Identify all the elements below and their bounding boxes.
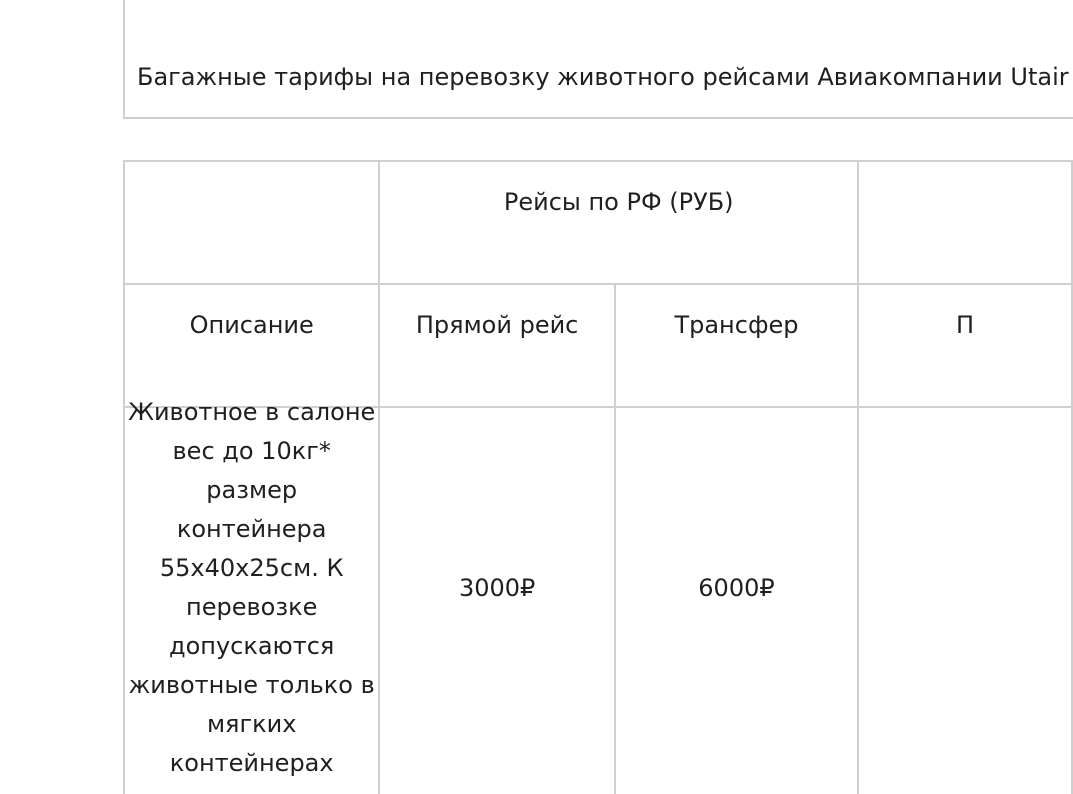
description-line: вес до 10кг* размер bbox=[172, 437, 331, 504]
description-line: животные только в bbox=[128, 671, 375, 699]
description-header-label: Описание bbox=[189, 311, 314, 339]
description-line: перевозке bbox=[186, 593, 318, 621]
empty-header-cell bbox=[124, 161, 379, 284]
description-line: Животное в салоне bbox=[128, 398, 376, 426]
direct-flight-header-label: Прямой рейс bbox=[415, 311, 579, 339]
table-caption bbox=[123, 0, 1073, 119]
description-line: контейнера bbox=[176, 515, 327, 543]
direct-flight-header bbox=[379, 284, 614, 407]
domestic-flights-header bbox=[379, 161, 858, 284]
domestic-flights-label: Рейсы по РФ (РУБ) bbox=[503, 188, 734, 216]
group-header-row bbox=[124, 161, 1072, 284]
description-line: мягких контейнерах bbox=[169, 710, 334, 777]
table-row bbox=[124, 407, 1072, 794]
next-column-header bbox=[858, 284, 1072, 407]
transfer-header-label: Трансфер bbox=[674, 311, 799, 339]
transfer-header bbox=[615, 284, 858, 407]
description-line: 55х40х25см. К bbox=[159, 554, 344, 582]
transfer-price: 6000₽ bbox=[698, 573, 775, 602]
direct-flight-price: 3000₽ bbox=[458, 573, 536, 602]
next-column-header-label: П bbox=[956, 311, 975, 339]
description-line: допускаются bbox=[168, 632, 335, 660]
column-header-row bbox=[124, 284, 1072, 407]
caption-text: Багажные тарифы на перевозку животного рейсами Авиакомпании Utair bbox=[137, 63, 1069, 91]
next-group-header bbox=[858, 161, 1072, 284]
pet-in-cabin-description bbox=[124, 398, 379, 794]
direct-flight-price-cell bbox=[379, 407, 614, 794]
next-column-price-cell bbox=[858, 407, 1072, 794]
baggage-fares-table bbox=[123, 160, 1073, 794]
description-header bbox=[124, 284, 379, 407]
transfer-price-cell bbox=[615, 407, 858, 794]
